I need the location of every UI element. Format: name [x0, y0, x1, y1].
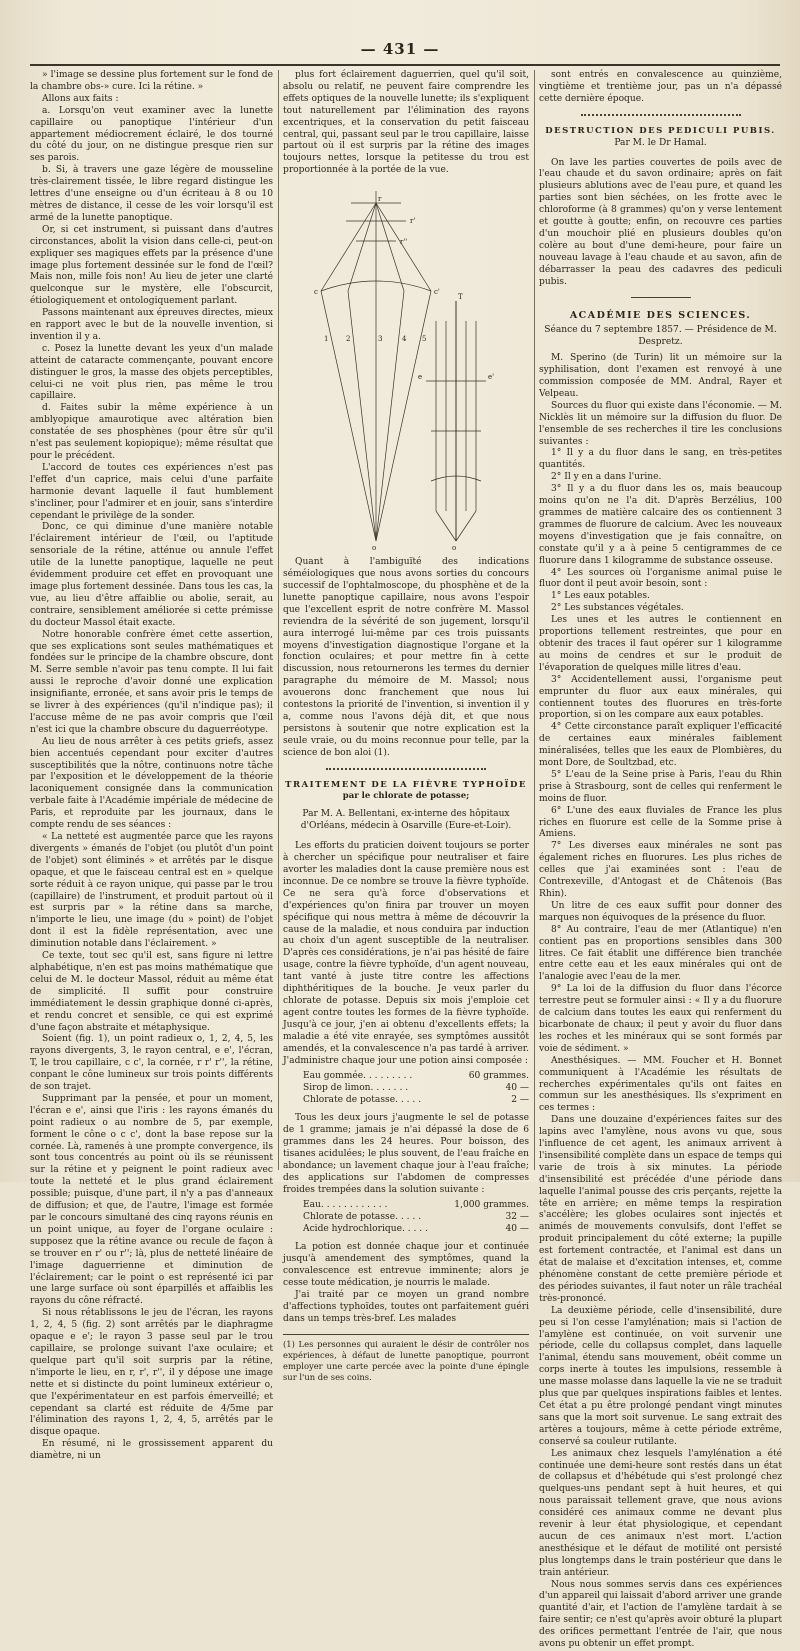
paragraph: 4° Les sources où l'organisme animal puise le fluor dont il peut avoir besoin, sont :: [539, 567, 782, 590]
article-byline: Par M. le Dr Hamal.: [614, 137, 707, 148]
paragraph: J'ai traité par ce moyen un grand nombre d'affections typhoïdes, toutes ont parfaitement guéri dans un temps très-bref. Les malades: [283, 1289, 529, 1324]
paragraph: Passons maintenant aux épreuves directes, mieux en rapport avec le but de la nouvelle invention, si invention il y a.: [30, 308, 273, 342]
paragraph: La potion est donnée chaque jour et continuée jusqu'à amendement des symptômes, quand la convalescence est entrevue imminente; alors je cesse toute médication, je nourris le malade.: [283, 1242, 529, 1288]
footnote: (1) Les personnes qui auraient le désir de contrôler nos expériences, à défaut de lunette panoptique, pourront employer une carte percée avec la pointe d'une épingle sur l'un de ses coins.: [283, 1334, 529, 1383]
section-divider: [631, 297, 691, 298]
article-subtitle: par le chlorate de potasse;: [342, 791, 470, 802]
paragraph: Notre honorable confrère émet cette assertion, que ses explications sont seules mathématiques et fondées sur le principe de la chambre obscure, dont M. Serre semble n'avoir pas tenu compte. Il lui fait aussi le reproche d'avoir donné une explication insignifiante, erronée, et sans avoir pris le temps de se livrer à des expériences (qu'il n'indique pas); il l'accuse même de ne pas avoir compris que l'œil n'est ici que la chambre obscure du daguerréotype.: [30, 629, 273, 735]
section-divider: [581, 114, 741, 116]
paragraph: La deuxième période, celle d'insensibilité, dure peu si l'on cesse l'amylénation; mais si l'action de l'amylène est continuée, on voit survenir une période, celle du collapsus complet, dans laquelle l'animal, étendu sans mouvement, obéit comme un corps inerte à toutes les impulsions, ressemble à une masse molasse dans laquelle la vie ne se traduit plus que par quelques inspirations faibles et lentes. Cet état a pu être prolongé pendant vingt minutes sans que la mort soit survenue. Le sang extrait des artères a toujours, même à cette période extrême, conservé sa couleur rutilante.: [539, 1305, 782, 1447]
recipe-row: [303, 1200, 529, 1212]
paragraph: a. Lorsqu'on veut examiner avec la lunette capillaire ou panoptique l'intérieur d'un appartement médiocrement éclairé, le dos tourné du côté du jour, on ne distingue presque rien sur ses parois.: [30, 105, 273, 164]
paragraph: Au lieu de nous arrêter à ces petits griefs, assez bien accentués cependant pour exciter d'autres susceptibilités que la nôtre, continuons notre tâche par l'exposition et le développement de la théorie laconiquement consignée dans la communication verbale faite à l'Académie impériale de médecine de Paris, et reproduite par les journaux, dans le compte rendu de ses séances :: [30, 736, 273, 831]
paragraph: c. Posez la lunette devant les yeux d'un malade atteint de cataracte commençante, pouvant encore distinguer le gros, la masse des objets perceptibles, celui-ci ne voit plus rien, pas même le trou capillaire.: [30, 343, 273, 402]
fig-label-2: 2: [346, 335, 351, 344]
column-separator: [534, 70, 535, 1170]
fig-label-o: o: [372, 544, 377, 553]
paragraph: Quant à l'ambiguïté des indications séméiologiques que nous avons sorties du concours successif de l'ophtalmoscope, du phosphène et de la lunette panoptique capillaire, nous avons l'espoir que l'excellent esprit de notre confrère M. Massol reviendra de la sévérité de son jugement, lorsqu'il aura interrogé lui-même par ces trois puissants moyens d'investigation diagnostique l'organe et la fonction oculaires; et pour mettre fin à cette discussion, nous retournerons les termes du dernier paragraphe du mémoire de M. Massol; nous avouerons donc franchement que nous lui contestons la priorité de l'invention, si invention il y a, comme nous l'avons déjà dit, et que nous persistons à soutenir que notre explication est la seule vraie, ou du moins reconnue pour telle, par la science de bon aloi (1).: [283, 557, 529, 758]
fig-label-c1: c': [434, 288, 440, 297]
paragraph: 5° L'eau de la Seine prise à Paris, l'eau du Rhin prise à Strasbourg, sont de celles qui renferment le moins de fluor.: [539, 769, 782, 804]
article-byline: Par M. A. Bellentani, ex-interne des hôpitaux d'Orléans, médecin à Osarville (Eure-et-Loir).: [300, 809, 512, 832]
paragraph: Les animaux chez lesquels l'amylénation a été continuée une demi-heure sont restés dans un état de collapsus et d'hébétude qui s'est prolongé chez quelques-uns pendant sept à huit heures, et qui nous paraissait tellement grave, que nous avions considéré ces animaux comme ne devant plus revenir à leur état physiologique, et cependant aucun de ces animaux n'est mort. L'action anesthésique et le défaut de motilité ont persisté plus longtemps dans le train postérieur que dans le train antérieur.: [539, 1448, 782, 1578]
paragraph: plus fort éclairement daguerrien, quel qu'il soit, absolu ou relatif, ne peuvent faire comprendre les effets optiques de la nouvelle lunette; ils s'expliquent tout naturellement par l'élimination des rayons excentriques, et la conservation du petit faisceau central, qui, passant seul par le trou capillaire, laisse partout où il est surpris par la rétine des images toujours nettes, lorsque la petitesse du trou est proportionnée à la portée de la vue.: [283, 70, 529, 176]
paragraph: » l'image se dessine plus fortement sur le fond de la chambre obs-» cure. Ici la rétine. »: [30, 70, 273, 92]
page-number: — 431 —: [360, 40, 440, 58]
fig-label-r1: r': [410, 217, 416, 226]
paragraph: M. Sperino (de Turin) lit un mémoire sur la syphilisation, dont l'examen est renvoyé à une commission composée de MM. Andral, Rayer et Velpeau.: [539, 353, 782, 399]
recipe-row: [303, 1224, 529, 1236]
fig-label-e1: e': [488, 373, 495, 382]
column-1: [30, 70, 273, 1462]
ingredient-quantity: 32 —: [505, 1212, 529, 1223]
column-separator: [278, 70, 279, 1170]
paragraph: 3° Il y a du fluor dans les os, mais beaucoup moins qu'on ne l'a dit. D'après Berzélius, 100 grammes de matière calcaire des os contiennent 3 grammes de fluorure de calcium. Avec les nouveaux moyens d'investigation que je fais connaître, on constate qu'il y a à peine 5 centigrammes de ce fluorure dans 1 kilogramme de substance osseuse.: [539, 484, 782, 566]
academy-title: ACADÉMIE DES SCIENCES.: [569, 309, 752, 321]
paragraph: 9° La loi de la diffusion du fluor dans l'écorce terrestre peut se formuler ainsi : « Il y a du fluorure de calcium dans toutes les eaux qui renferment du bicarbonate de chaux; il peut y avoir du fluor dans les roches et les minéraux qui se sont formés par voie de sédiment. »: [539, 984, 782, 1054]
paragraph: Dans une douzaine d'expériences faites sur des lapins avec l'amylène, nous avons vu que, sous l'influence de cet agent, les animaux arrivent à l'insensibilité complète dans un espace de temps qui varie de trois à six minutes. La période d'insensibilité est précédée d'une période dans laquelle l'animal pousse des cris perçants, rejette la tête en arrière; en même temps la respiration s'accélère; les globes oculaires sont injectés et animés de mouvements convulsifs, dont l'effet se produit principalement du côté externe; la pupille est fortement contractée, et l'animal est dans un état de malaise et d'excitation intenses, et, comme phénomène constant de cette première période et des périodes suivantes, il faut noter un râle trachéal très-prononcé.: [539, 1115, 782, 1304]
ingredient-name: Chlorate de potasse. . . . .: [303, 1212, 422, 1223]
fig-label-1: 1: [324, 335, 329, 344]
ingredient-name: Chlorate de potasse. . . . .: [303, 1095, 422, 1106]
ingredient-quantity: 60 grammes.: [468, 1071, 529, 1082]
fig-label-c: c: [314, 288, 318, 297]
fig-label-o2: o: [452, 544, 457, 553]
paragraph: 7° Les diverses eaux minérales ne sont pas également riches en fluorures. Les plus riches de celles que j'ai examinées sont : l'eau de Contrexeville, d'Antogast et de Châtenois (Bas Rhin).: [539, 841, 782, 899]
fig-label-r: r: [378, 195, 382, 204]
ingredient-name: Eau gommée. . . . . . . . .: [303, 1071, 413, 1082]
paragraph: Nous nous sommes servis dans ces expériences d'un appareil qui laissait d'abord arriver une grande quantité d'air, et l'action de l'amylène tardait à se faire sentir; ce n'est qu'après avoir obturé la plupart des orifices permettant l'entrée de l'air, que nous avons pu obtenir un effet prompt.: [539, 1579, 782, 1650]
paragraph: 3° Accidentellement aussi, l'organisme peut emprunter du fluor aux eaux minérales, qui contiennent toutes des fluorures en très-forte proportion, si on les compare aux eaux potables.: [539, 674, 782, 721]
fig-label-4: 4: [402, 335, 407, 344]
paragraph: 2° Les substances végétales.: [551, 603, 684, 614]
paragraph: Un litre de ces eaux suffit pour donner des marques non équivoques de la présence du fluor.: [539, 900, 782, 923]
recipe-row: [303, 1083, 529, 1095]
paragraph: Tous les deux jours j'augmente le sel de potasse de 1 gramme; jamais je n'ai dépassé la dose de 6 grammes dans les 24 heures. Pour boisson, des tisanes acidulées; le plus souvent, de l'eau fraîche en abondance; un lavement chaque jour à l'eau fraîche; des applications sur l'abdomen de compresses froides trempées dans la solution suivante :: [283, 1113, 529, 1195]
column-3: [539, 70, 782, 1650]
paragraph: « La netteté est augmentée parce que les rayons divergents » émanés de l'objet (ou plutôt d'un point de l'objet) sont éliminés » et arrêtés par le disque opaque, et que le faisceau central est en » quelque sorte réduit à ce rayon unique, qui passe par le trou (capillaire) de l'instrument, et produit partout où il est surpris par » la rétine dans sa marche, n'importe le lieu, une image (du » point) de l'objet dont il est la fidèle représentation, avec une diminution notable dans l'éclairement. »: [30, 832, 273, 950]
paragraph: Supprimant par la pensée, et pour un moment, l'écran e e', ainsi que l'iris : les rayons émanés du point radieux o au nombre de 5, par exemple, forment le cône o c c', dont la base repose sur la cornée. Là, ramenés à une prompte convergence, ils sont tous concentrés au point où ils se réunissent sur la rétine et y peignent le point radieux avec toute la netteté et le plus grand éclairement possible; puisque, d'une part, il n'y a pas d'anneaux de diffusion; et que, de l'autre, l'image est formée par le concours simultané des cinq rayons réunis en un point unique, au foyer de l'organe oculaire : supposez que la rétine avance ou recule de façon à se trouver en r' ou r''; là, plus de netteté linéaire de l'image daguerrienne et diminution de l'éclairement; car le point o est représenté ici par une large surface où sont éparpillés et affaiblis les rayons du cône réfracté.: [30, 1093, 273, 1307]
paragraph: 6° L'une des eaux fluviales de France les plus riches en fluorure est celle de la Somme prise à Amiens.: [539, 805, 782, 840]
paragraph: 2° Il y en a dans l'urine.: [551, 472, 662, 483]
recipe-row: [303, 1071, 529, 1083]
paragraph: sont entrés en convalescence au quinzième, vingtième et trentième jour, pas un n'a dépassé cette dernière époque.: [539, 70, 782, 104]
paragraph: 1° Les eaux potables.: [551, 591, 650, 602]
paragraph: Donc, ce qui diminue d'une manière notable l'éclairement intérieur de l'œil, ou l'aptitude sensoriale de la rétine, atténue ou annule l'effet utile de la lunette panoptique, laquelle ne peut évidemment produire cet effet en provoquant une image plus fortement dessinée. Dans tous les cas, la vue, au lieu d'être affaiblie ou abolie, serait, au contraire, sensiblement améliorée si cette prémisse du docteur Massol était exacte.: [30, 522, 273, 628]
column-2: [283, 70, 529, 1382]
paragraph: Si nous rétablissons le jeu de l'écran, les rayons 1, 2, 4, 5 (fig. 2) sont arrêtés par le diaphragme opaque e e'; le rayon 3 passe seul par le trou capillaire, se prolonge suivant l'axe oculaire; et quelque part qu'il soit surpris par la rétine, n'importe le lieu, en r, r', r'', il y dépose une image nette et si distincte du point lumineux extérieur o, que l'expérimentateur en est parfois émerveillé; et cependant sa clarté est réduite de 4/5me par l'élimination des rayons 1, 2, 4, 5, arrêtés par le disque opaque.: [30, 1308, 273, 1438]
paragraph: Allons aux faits :: [42, 93, 119, 104]
fig-label-3: 3: [378, 335, 383, 344]
paragraph: En résumé, ni le grossissement apparent du diamètre, ni un: [30, 1439, 273, 1462]
paragraph: Or, si cet instrument, si puissant dans d'autres circonstances, abolit la vision dans celle-ci, peut-on expliquer ses magiques effets par la présence d'une image plus fortement dessinée sur le fond de l'œil? Mais non, mille fois non! Au lieu de jeter une clarté quelconque sur le mystère, elle l'obscurcit, étiologiquement et ontologiquement parlant.: [30, 224, 273, 307]
paragraph: 8° Au contraire, l'eau de mer (Atlantique) n'en contient pas en proportions sensibles dans 300 litres. Ce fait établit une différence bien tranchée entre cette eau et les eaux minérales qui ont de l'analogie avec l'eau de la mer.: [539, 924, 782, 983]
fig-label-e: e: [418, 373, 423, 382]
paragraph: Ce texte, tout sec qu'il est, sans figure ni lettre alphabétique, n'en est pas moins mathématique que celui de M. le docteur Massol, réduit au même état de simplicité. Il suffit pour construire immédiatement le dessin graphique donné ci-après, et rendu concret et sensible, ce qui est exprimé d'une façon abstraite et métaphysique.: [30, 951, 273, 1033]
ingredient-quantity: 1,000 grammes.: [454, 1200, 529, 1211]
optics-figure: [306, 181, 506, 551]
article-title-typhoide: TRAITEMENT DE LA FIÈVRE TYPHOÏDE: [285, 779, 527, 790]
recipe-potion: [303, 1071, 529, 1107]
ingredient-name: Eau. . . . . . . . . . . .: [303, 1200, 388, 1211]
ingredient-quantity: 40 —: [505, 1224, 529, 1235]
recipe-row: [303, 1095, 529, 1107]
recipe-row: [303, 1212, 529, 1224]
fig-label-t: T: [458, 293, 463, 302]
paragraph: Les unes et les autres le contiennent en proportions tellement restreintes, que pour en obtenir des traces il faut opérer sur 1 kilogramme au moins de cendres et sur le produit de l'évaporation de quelques mille litres d'eau.: [539, 615, 782, 673]
paragraph: Sources du fluor qui existe dans l'économie. — M. Nicklès lit un mémoire sur la diffusion du fluor. De l'ensemble de ses recherches il tire les conclusions suivantes :: [539, 400, 782, 447]
paragraph: 1° Il y a du fluor dans le sang, en très-petites quantités.: [539, 448, 782, 471]
fig-label-r2: r'': [400, 238, 408, 247]
header-rule: [30, 64, 780, 66]
ingredient-name: Sirop de limon. . . . . . .: [303, 1083, 409, 1094]
section-divider: [326, 768, 486, 770]
article-title-pediculi: DESTRUCTION DES PEDICULI PUBIS.: [545, 125, 776, 136]
paragraph: Anesthésiques. — MM. Foucher et H. Bonnet communiquent à l'Académie les résultats de recherches expérimentales qu'ils ont faites en commun sur les anesthésiques. Ils s'expriment en ces termes :: [539, 1055, 782, 1114]
paragraph: b. Si, à travers une gaze légère de mousseline très-clairement tissée, le libre regard distingue les lettres d'une enseigne ou d'un écriteau à 8 ou 10 mètres de distance, il cesse de les voir lorsqu'il est armé de la lunette panoptique.: [30, 165, 273, 223]
academy-session: Séance du 7 septembre 1857. — Présidence de M. Despretz.: [544, 325, 777, 348]
ingredient-name: Acide hydrochlorique. . . . .: [303, 1224, 428, 1235]
recipe-solution: [303, 1200, 529, 1236]
paragraph: d. Faites subir la même expérience à un amblyopique amaurotique avec altération bien constatée de ses phosphènes (pour être sûr qu'il n'est pas seulement kopiopique); même résultat que pour le précédent.: [30, 403, 273, 461]
ingredient-quantity: 2 —: [511, 1095, 529, 1106]
paragraph: 4° Cette circonstance paraît expliquer l'efficacité de certaines eaux minérales faiblement minéralisées, telles que les eaux de Plombières, du mont Dore, de Soultzbad, etc.: [539, 722, 782, 769]
ingredient-quantity: 40 —: [505, 1083, 529, 1094]
paragraph: On lave les parties couvertes de poils avec de l'eau chaude et du savon ordinaire; après on fait plusieurs ablutions avec de l'eau pure, et quand les parties sont bien séchées, on les frotte avec le chloroforme (à 8 grammes) qu'on y verse lentement et goutte à goutte; enfin, on recouvre ces parties d'un mouchoir plié en plusieurs doubles qu'on colère au bout d'une demi-heure, pour faire un nouveau lavage à l'eau chaude et au savon, afin de débarrasser la peau des cadavres des pediculi pubis.: [539, 157, 782, 287]
paragraph: Soient (fig. 1), un point radieux o, 1, 2, 4, 5, les rayons divergents, 3, le rayon central, e e', l'écran, T, le trou capillaire, c c', la cornée, r r' r'', la rétine, conpant le cône lumineux sur trois points différents de son trajet.: [30, 1034, 273, 1093]
paragraph: L'accord de toutes ces expériences n'est pas l'effet d'un caprice, mais celui d'une parfaite harmonie devant laquelle il faut humblement s'incliner, pour l'admirer et en jouir, sans s'interdire cependant le privilège de la sonder.: [30, 462, 273, 521]
fig-label-5: 5: [422, 335, 427, 344]
paragraph: Les efforts du praticien doivent toujours se porter à chercher un spécifique pour neutraliser et faire avorter les maladies dont la cause première nous est inconnue. De ce nombre se trouve la fièvre typhoïde. Ce ne sera qu'à force d'observations et d'expériences qu'on finira par trouver un moyen spécifique qui nous mettra à même de découvrir la cause de la maladie, et nous conduira par induction au choix d'un agent susceptible de la neutraliser. D'après ces considérations, je n'ai pas hésité de faire usage, contre la fièvre typhoïde, d'un agent nouveau, tant vanté à juste titre contre les affections diphthéritiques de la bouche. Je veux parler du chlorate de potasse. Depuis six mois j'emploie cet agent contre toutes les formes de la fièvre typhoïde. Jusqu'à ce jour, j'en ai obtenu d'excellents effets; la maladie a été vite enrayée, ses symptômes aussitôt amendés, et la convalescence n'a pas tardé à arriver. J'administre chaque jour une potion ainsi composée :: [283, 841, 529, 1066]
